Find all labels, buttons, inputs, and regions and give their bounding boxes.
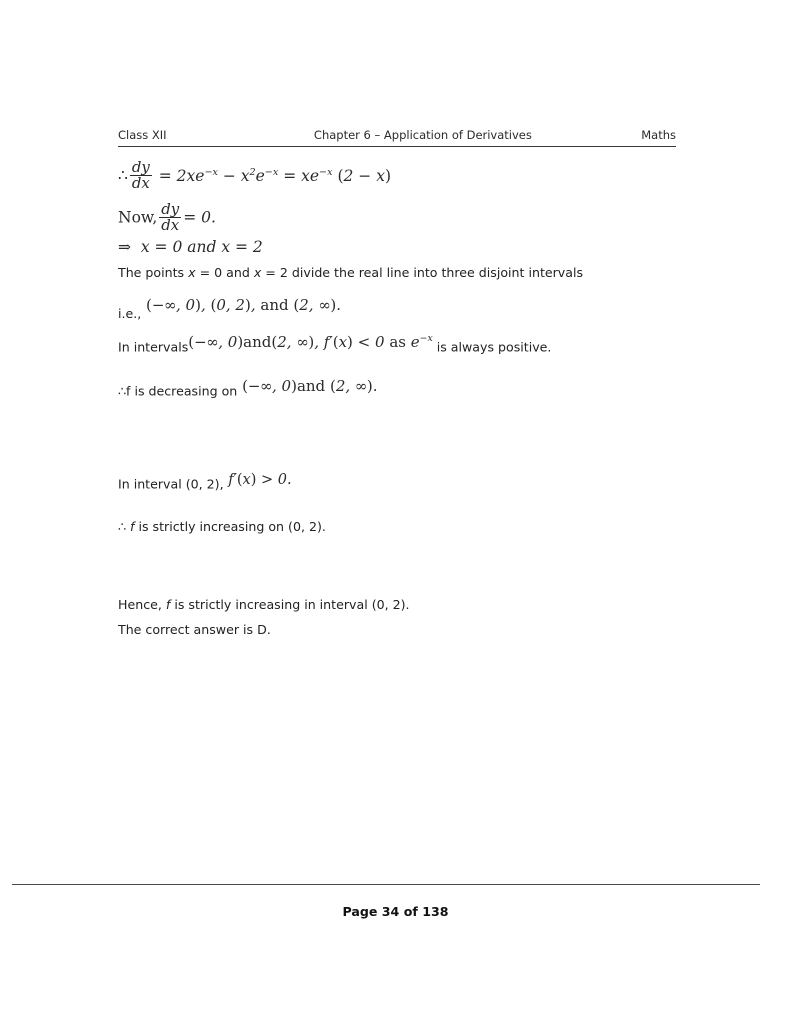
paragraph-points-divide: The points x = 0 and x = 2 divide the real line into three disjoint intervals xyxy=(118,265,584,280)
now-label: Now, xyxy=(118,208,158,227)
equation-zero-rhs: = 0. xyxy=(183,208,216,227)
ie-label: i.e., xyxy=(118,306,142,322)
paragraph-answer: The correct answer is D. xyxy=(118,622,271,637)
equation-derivative: ∴ $\frac{dy}{dx}$ = $2xe^{-x} - x^2e^{-x} = xe^{-x}$ (2 − x) xyxy=(118,158,392,193)
header-chapter-title: Chapter 6 – Application of Derivatives xyxy=(313,128,532,142)
paragraph-in-intervals-negative xyxy=(118,332,551,357)
paragraph-f-decreasing xyxy=(118,376,378,401)
in-interval-02-label: In interval (0, 2), xyxy=(118,476,224,492)
header-subject-label: Maths xyxy=(641,128,676,142)
fraction-dy-dx-2 xyxy=(159,202,181,233)
decreasing-label: ∴f is decreasing on xyxy=(118,383,238,399)
in-interval-02-math: f′(x) > 0. xyxy=(228,472,292,488)
paragraph-in-interval-02 xyxy=(118,470,292,494)
fraction-numerator: dy xyxy=(131,158,150,176)
equation-derivative-rhs: = $2xe^{-x} - x^2e^{-x} = xe^{-x}$ (2 − x) xyxy=(153,166,392,185)
equation-set-to-zero xyxy=(118,202,216,233)
fraction-numerator-2: dy xyxy=(161,200,180,218)
paragraph-intervals-list xyxy=(118,295,341,324)
decreasing-math: (−∞, 0)and (2, ∞). xyxy=(242,377,378,395)
intervals-math: (−∞, 0), (0, 2), and (2, ∞). xyxy=(146,296,341,314)
fraction-dy-dx xyxy=(130,160,152,191)
equation-roots xyxy=(118,240,263,256)
header-class-label: Class XII xyxy=(118,128,167,142)
equation-roots-text: x = 0 and x = 2 xyxy=(140,238,263,256)
footer-divider xyxy=(12,884,760,885)
paragraph-strictly-increasing: ∴ f is strictly increasing on (0, 2). xyxy=(118,519,326,534)
fraction-denominator: dx xyxy=(130,175,152,191)
in-intervals-math: (−∞, 0)and(2, ∞), f′(x) < 0 as $e^{-x}$ xyxy=(188,333,433,351)
page-header xyxy=(118,128,676,142)
in-intervals-label: In intervals xyxy=(118,339,189,355)
header-divider xyxy=(118,146,676,147)
paragraph-hence: Hence, f is strictly increasing in interval (0, 2). xyxy=(118,597,410,612)
in-intervals-tail: is always positive. xyxy=(436,339,552,355)
footer-page-number: Page 34 of 138 xyxy=(342,904,449,919)
fraction-denominator-2: dx xyxy=(159,217,181,233)
implies-arrow: ⇒ xyxy=(118,238,131,256)
